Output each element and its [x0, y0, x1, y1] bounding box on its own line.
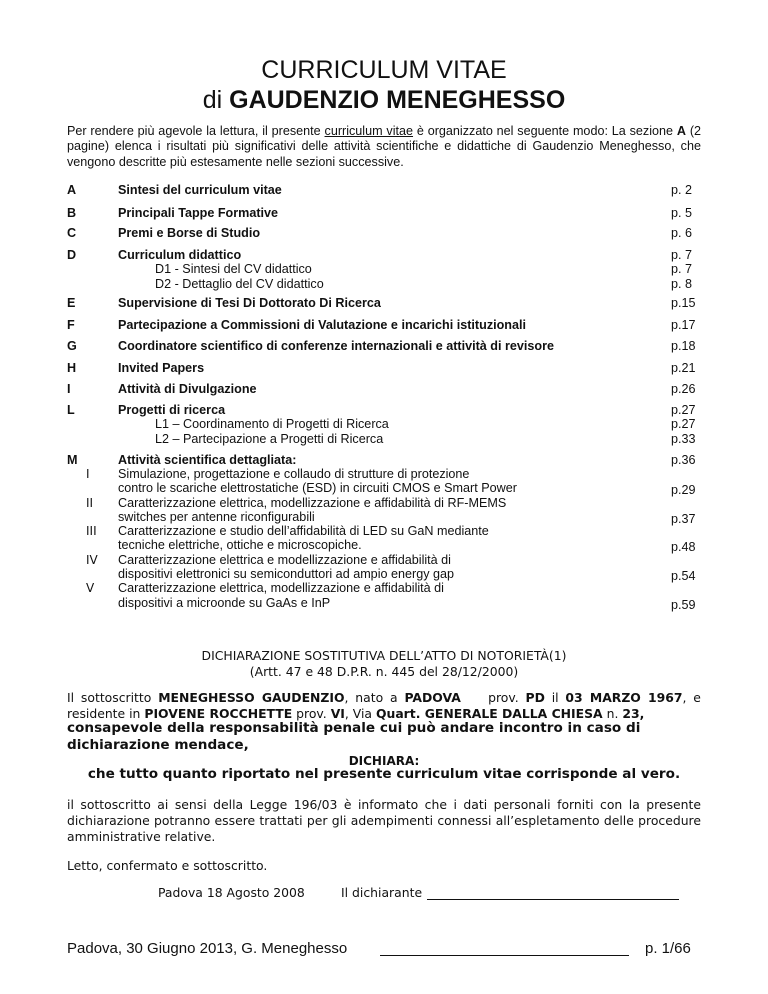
toc-title: Curriculum didattico	[118, 248, 242, 262]
toc-page	[671, 296, 696, 310]
toc-page	[671, 339, 696, 353]
research-area-line: Caratterizzazione elettrica, modellizzazione e affidabilità di	[118, 581, 444, 596]
research-area-page: p.29	[671, 483, 696, 498]
toc-letter: F	[67, 318, 75, 332]
toc-page	[671, 361, 696, 375]
research-area-line: switches per antenne riconfigurabili	[118, 509, 315, 524]
toc-entry	[118, 403, 618, 446]
research-area-text	[118, 524, 618, 553]
truth-statement: che tutto quanto riportato nel presente curriculum vitae corrisponde al vero.	[87, 766, 681, 782]
research-area-line: dispositivi elettronici su semiconduttori ad ampio energy gap	[118, 567, 455, 582]
intro-text-3: (2 pagine) elenca i risultati più significativi delle attività scientifiche e didattiche di Gaudenzio Meneghesso, che vengono descritte più estesamente nelle sezioni successive.	[67, 124, 702, 169]
author-name: GAUDENZIO MENEGHESSO	[229, 86, 566, 114]
toc-entry	[118, 296, 618, 310]
toc-title: Partecipazione a Commissioni di Valutazione e incarichi istituzionali	[118, 318, 526, 332]
toc-page-number: p.36	[671, 453, 696, 467]
birth-date: 03 MARZO 1967	[565, 690, 683, 705]
toc-letter: D	[67, 248, 77, 262]
birth-province: PD	[525, 690, 545, 705]
place-date: Padova 18 Agosto 2008	[158, 885, 305, 900]
toc-subentry: L2 – Partecipazione a Progetti di Ricerca	[155, 431, 384, 446]
toc-title: Coordinatore scientifico di conferenze internazionali e attività di revisore	[118, 339, 554, 353]
toc-page-number: p.26	[671, 382, 696, 396]
toc-subentry-page: p.27	[671, 417, 696, 432]
awareness-statement: consapevole della responsabilità penale cui può andare incontro in caso di dichiarazione mendace,	[67, 720, 641, 753]
intro-text-2: è organizzato nel seguente modo: La sezione	[416, 124, 674, 138]
roman-numeral: II	[86, 495, 94, 510]
toc-page-number: p. 7	[671, 248, 693, 262]
toc-title: Progetti di ricerca	[118, 403, 226, 417]
subtitle-prefix: di	[202, 86, 223, 114]
toc-subentry: D2 - Dettaglio del CV didattico	[155, 276, 324, 291]
intro-paragraph	[67, 124, 701, 170]
roman-numeral: III	[86, 524, 97, 539]
research-area-text	[118, 496, 618, 525]
toc-page	[671, 382, 696, 396]
toc-letter: H	[67, 361, 77, 375]
toc-page	[671, 206, 692, 220]
toc-title: Principali Tappe Formative	[118, 206, 279, 220]
intro-text-1: Per rendere più agevole la lettura, il presente	[67, 124, 321, 138]
declaration-reference: (Artt. 47 e 48 D.P.R. n. 445 del 28/12/2000)	[249, 664, 519, 679]
declaration-title: DICHIARAZIONE SOSTITUTIVA DELL’ATTO DI NOTORIETÀ(1)	[201, 648, 567, 663]
toc-letter: I	[67, 382, 71, 396]
toc-page-number: p.15	[671, 296, 696, 310]
toc-letter: L	[67, 403, 75, 417]
footer-text: Padova, 30 Giugno 2013, G. Meneghesso	[67, 940, 348, 957]
research-area-line: Caratterizzazione e studio dell’affidabilità di LED su GaN mediante	[118, 524, 489, 539]
research-area-line: Caratterizzazione elettrica e modellizzazione e affidabilità di	[118, 552, 451, 567]
birth-city: PADOVA	[404, 690, 461, 705]
toc-entry	[118, 318, 618, 332]
toc-page-number: p.21	[671, 361, 696, 375]
residence-number: 23,	[622, 706, 645, 721]
toc-entry	[118, 248, 618, 291]
toc-subentry: L1 – Coordinamento di Progetti di Ricerca	[155, 417, 389, 432]
declarant-name: MENEGHESSO GAUDENZIO	[158, 690, 345, 705]
toc-title: Invited Papers	[118, 361, 205, 375]
research-area-text	[118, 467, 618, 496]
toc-letter: A	[67, 183, 77, 197]
toc-letter: G	[67, 339, 77, 353]
toc-entry	[118, 339, 618, 353]
research-area-line: Simulazione, progettazione e collaudo di strutture di protezione	[118, 467, 470, 481]
research-area-line: Caratterizzazione elettrica, modellizzazione e affidabilità di RF-MEMS	[118, 495, 507, 510]
toc-entry	[118, 361, 618, 375]
toc-entry	[118, 453, 618, 467]
document-title: CURRICULUM VITAE	[261, 56, 507, 84]
research-area-text	[118, 581, 618, 610]
toc-title: Premi e Borse di Studio	[118, 226, 261, 240]
footer-line	[380, 955, 629, 956]
toc-letter: E	[67, 296, 76, 310]
roman-numeral: V	[86, 581, 95, 596]
toc-page	[671, 248, 692, 291]
toc-entry	[118, 226, 618, 240]
toc-page-number: p. 6	[671, 226, 693, 240]
toc-page-number: p.17	[671, 318, 696, 332]
footer-page-number: p. 1/66	[645, 940, 691, 957]
residence-city: PIOVENE ROCCHETTE	[144, 706, 293, 721]
toc-page-number: p.27	[671, 403, 696, 417]
research-area-line: dispositivi a microonde su GaAs e InP	[118, 595, 331, 610]
research-area-page: p.54	[671, 569, 696, 584]
toc-title: Sintesi del curriculum vitae	[118, 183, 282, 197]
dichiara-label: DICHIARA:	[348, 754, 420, 768]
toc-page-number: p. 5	[671, 206, 693, 220]
residence-street: Quart. GENERALE DALLA CHIESA	[375, 706, 603, 721]
signature-line	[427, 899, 679, 900]
roman-numeral: I	[86, 467, 90, 481]
research-area-page: p.59	[671, 597, 696, 612]
toc-page	[671, 226, 692, 240]
roman-numeral: IV	[86, 552, 98, 567]
toc-entry	[118, 382, 618, 396]
toc-letter: C	[67, 226, 77, 240]
toc-title: Attività di Divulgazione	[118, 382, 257, 396]
research-area-page: p.37	[671, 511, 696, 526]
toc-page	[671, 403, 696, 446]
research-area-line: tecniche elettriche, ottiche e microscopiche.	[118, 538, 362, 553]
declarant-details: Il sottoscritto MENEGHESSO GAUDENZIO, nato a PADOVA prov. PD il 03 MARZO 1967, e residente in PIOVENE ROCCHETTE prov. VI, Via Quart. GENERALE DALLA CHIESA n. 23,	[67, 690, 701, 721]
signer-label: Il dichiarante	[341, 885, 423, 900]
toc-subentry-page: p. 7	[671, 262, 693, 277]
toc-title: Attività scientifica dettagliata:	[118, 453, 297, 467]
intro-cv-term: curriculum vitae	[324, 124, 414, 138]
toc-page	[671, 183, 692, 197]
intro-section-ref: A	[676, 124, 686, 138]
document-subtitle	[0, 85, 768, 115]
toc-entry	[118, 183, 618, 197]
toc-entry	[118, 206, 618, 220]
toc-title: Supervisione di Tesi Di Dottorato Di Ricerca	[118, 296, 381, 310]
toc-page	[671, 318, 696, 332]
toc-subentry-page: p.33	[671, 431, 696, 446]
toc-subentry: D1 - Sintesi del CV didattico	[155, 262, 312, 277]
research-area-text	[118, 553, 618, 582]
toc-subentry-page: p. 8	[671, 276, 693, 291]
residence-province: VI	[330, 706, 345, 721]
toc-letter: M	[67, 453, 78, 467]
toc-page-number: p. 2	[671, 183, 693, 197]
toc-letter: B	[67, 206, 77, 220]
privacy-statement: il sottoscritto ai sensi della Legge 196/03 è informato che i dati personali forniti con la presente dichiarazione potranno essere trattati per gli adempimenti connessi all’espletamento delle procedure amministrative relative.	[67, 797, 701, 844]
research-area-line: contro le scariche elettrostatiche (ESD) in circuiti CMOS e Smart Power	[118, 481, 517, 496]
toc-page	[671, 453, 696, 467]
toc-page-number: p.18	[671, 339, 696, 353]
confirmation-line: Letto, confermato e sottoscritto.	[67, 858, 268, 873]
research-area-page: p.48	[671, 540, 696, 555]
